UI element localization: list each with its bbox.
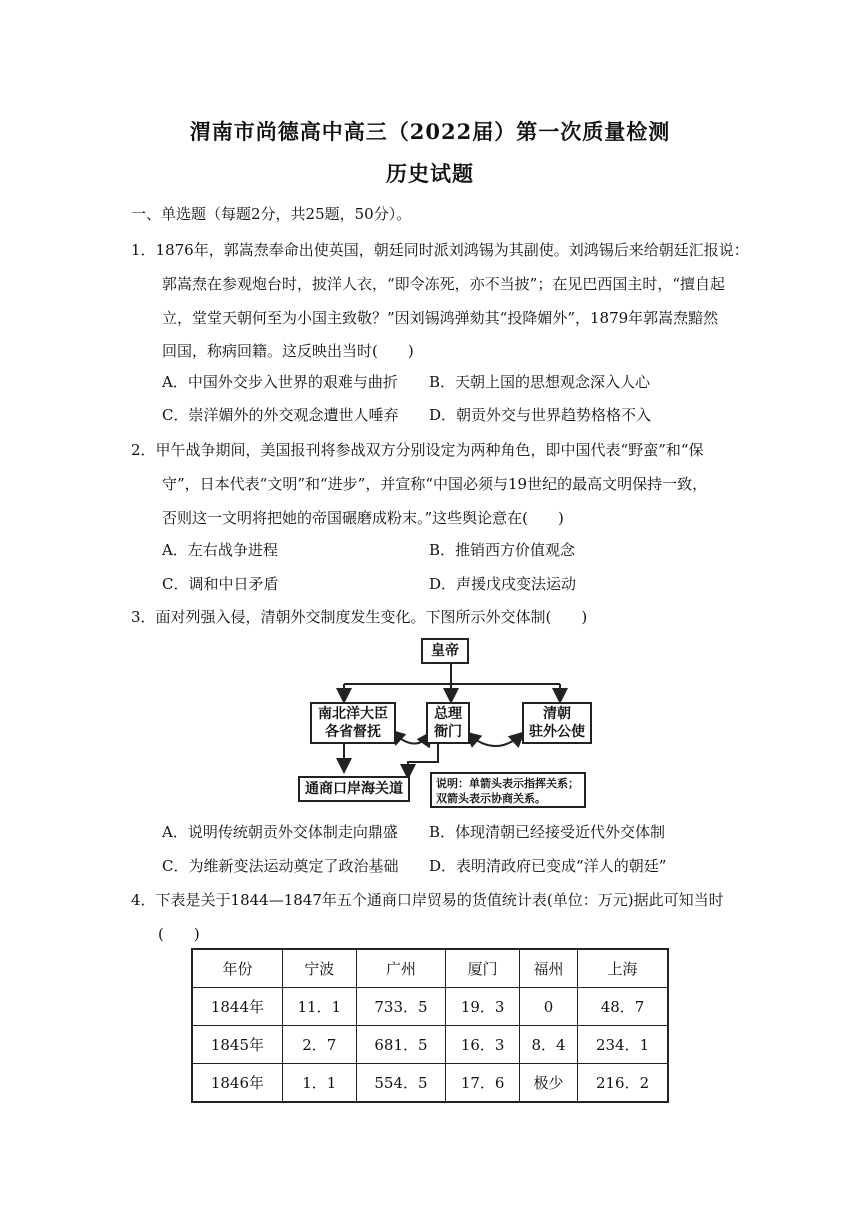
question-text-line: 回国，称病回籍。这反映出当时( ) bbox=[162, 342, 414, 360]
option-a[interactable]: A．左右战争进程 bbox=[162, 541, 278, 559]
table-cell: 216．2 bbox=[578, 1064, 668, 1103]
option-a[interactable]: A．说明传统朝贡外交体制走向鼎盛 bbox=[162, 823, 398, 841]
table-header-cell: 广州 bbox=[356, 949, 446, 988]
question-text-line: 3．面对列强入侵，清朝外交制度发生变化。下图所示外交体制( ) bbox=[131, 608, 588, 626]
section-heading: 一、单选题（每题2分，共25题，50分）。 bbox=[131, 205, 412, 223]
question-text-line: 否则这一文明将把她的帝国碾磨成粉末。”这些舆论意在( ) bbox=[162, 509, 564, 527]
yamen-label: 衙门 bbox=[434, 724, 462, 740]
table-cell: 554．5 bbox=[356, 1064, 446, 1103]
table-header-cell: 宁波 bbox=[282, 949, 356, 988]
option-c[interactable]: C．崇洋媚外的外交观念遭世人唾弃 bbox=[162, 406, 399, 424]
table-header-cell: 福州 bbox=[520, 949, 578, 988]
question-text-line: 4．下表是关于1844—1847年五个通商口岸贸易的货值统计表(单位：万元)据此可知当时 bbox=[131, 891, 724, 909]
option-b[interactable]: B．天朝上国的思想观念深入人心 bbox=[429, 373, 651, 391]
table-cell: 1846年 bbox=[192, 1064, 282, 1103]
option-d[interactable]: D．朝贡外交与世界趋势格格不入 bbox=[429, 406, 652, 424]
table-cell: 0 bbox=[520, 988, 578, 1026]
question-text-line: 1．1876年，郭嵩焘奉命出使英国，朝廷同时派刘鸿锡为其副使。刘鸿锡后来给朝廷汇报说： bbox=[131, 241, 749, 259]
customs-box bbox=[298, 776, 410, 802]
zongli-yamen-box bbox=[426, 702, 470, 744]
ministers-label: 南北洋大臣 bbox=[318, 706, 388, 722]
question-text-line: 立，堂堂天朝何至为小国主致敬？”因刘锡鸿弹劾其“投降媚外”，1879年郭嵩焘黯然 bbox=[162, 309, 719, 327]
customs-label: 通商口岸海关道 bbox=[305, 781, 403, 797]
diplomatic-system-diagram bbox=[296, 636, 586, 812]
question-text-line: 郭嵩焘在参观炮台时，披洋人衣，“即令冻死，亦不当披”；在见巴西国主时，“擅自起 bbox=[162, 275, 726, 293]
table-header-row bbox=[192, 949, 668, 988]
envoys-box bbox=[522, 702, 592, 744]
option-b[interactable]: B．推销西方价值观念 bbox=[429, 541, 576, 559]
option-d[interactable]: D．声援戊戌变法运动 bbox=[429, 575, 577, 593]
option-c[interactable]: C．为维新变法运动奠定了政治基础 bbox=[162, 857, 399, 875]
table-cell: 2．7 bbox=[282, 1026, 356, 1064]
table-cell: 16．3 bbox=[446, 1026, 520, 1064]
diagram-legend bbox=[430, 772, 586, 808]
table-cell: 733．5 bbox=[356, 988, 446, 1026]
table-header-cell: 厦门 bbox=[446, 949, 520, 988]
table-cell: 11．1 bbox=[282, 988, 356, 1026]
table-cell: 681．5 bbox=[356, 1026, 446, 1064]
legend-line: 双箭头表示协商关系。 bbox=[436, 792, 546, 805]
qing-label: 清朝 bbox=[543, 706, 571, 722]
option-d[interactable]: D．表明清政府已变成“洋人的朝廷” bbox=[429, 857, 667, 875]
table-cell: 17．6 bbox=[446, 1064, 520, 1103]
table-cell: 234．1 bbox=[578, 1026, 668, 1064]
legend-line: 说明：单箭头表示指挥关系； bbox=[436, 777, 579, 790]
page-subtitle: 历史试题 bbox=[386, 161, 474, 186]
option-c[interactable]: C．调和中日矛盾 bbox=[162, 575, 279, 593]
option-a[interactable]: A．中国外交步入世界的艰难与曲折 bbox=[162, 373, 398, 391]
zongli-label: 总理 bbox=[434, 706, 462, 722]
trade-value-table bbox=[191, 948, 669, 1103]
table-header-cell: 年份 bbox=[192, 949, 282, 988]
envoys-label: 驻外公使 bbox=[529, 724, 585, 740]
table-cell: 48．7 bbox=[578, 988, 668, 1026]
table-row bbox=[192, 1026, 668, 1064]
question-text-line: ( ) bbox=[158, 925, 200, 943]
option-b[interactable]: B．体现清朝已经接受近代外交体制 bbox=[429, 823, 666, 841]
question-text-line: 2．甲午战争期间，美国报刊将参战双方分别设定为两种角色，即中国代表“野蛮”和“保 bbox=[131, 441, 704, 459]
table-cell: 极少 bbox=[520, 1064, 578, 1103]
table-cell: 8．4 bbox=[520, 1026, 578, 1064]
table-cell: 1．1 bbox=[282, 1064, 356, 1103]
emperor-label: 皇帝 bbox=[431, 643, 459, 659]
table-cell: 1844年 bbox=[192, 988, 282, 1026]
table-row bbox=[192, 1064, 668, 1103]
table-row bbox=[192, 988, 668, 1026]
governors-label: 各省督抚 bbox=[325, 724, 381, 740]
table-header-cell: 上海 bbox=[578, 949, 668, 988]
question-text-line: 守”，日本代表“文明”和“进步”，并宣称“中国必须与19世纪的最高文明保持一致， bbox=[162, 475, 708, 493]
table-cell: 19．3 bbox=[446, 988, 520, 1026]
emperor-box bbox=[421, 638, 469, 664]
table-cell: 1845年 bbox=[192, 1026, 282, 1064]
page-title: 渭南市尚德高中高三（2022届）第一次质量检测 bbox=[189, 119, 671, 144]
ministers-box bbox=[310, 702, 396, 744]
